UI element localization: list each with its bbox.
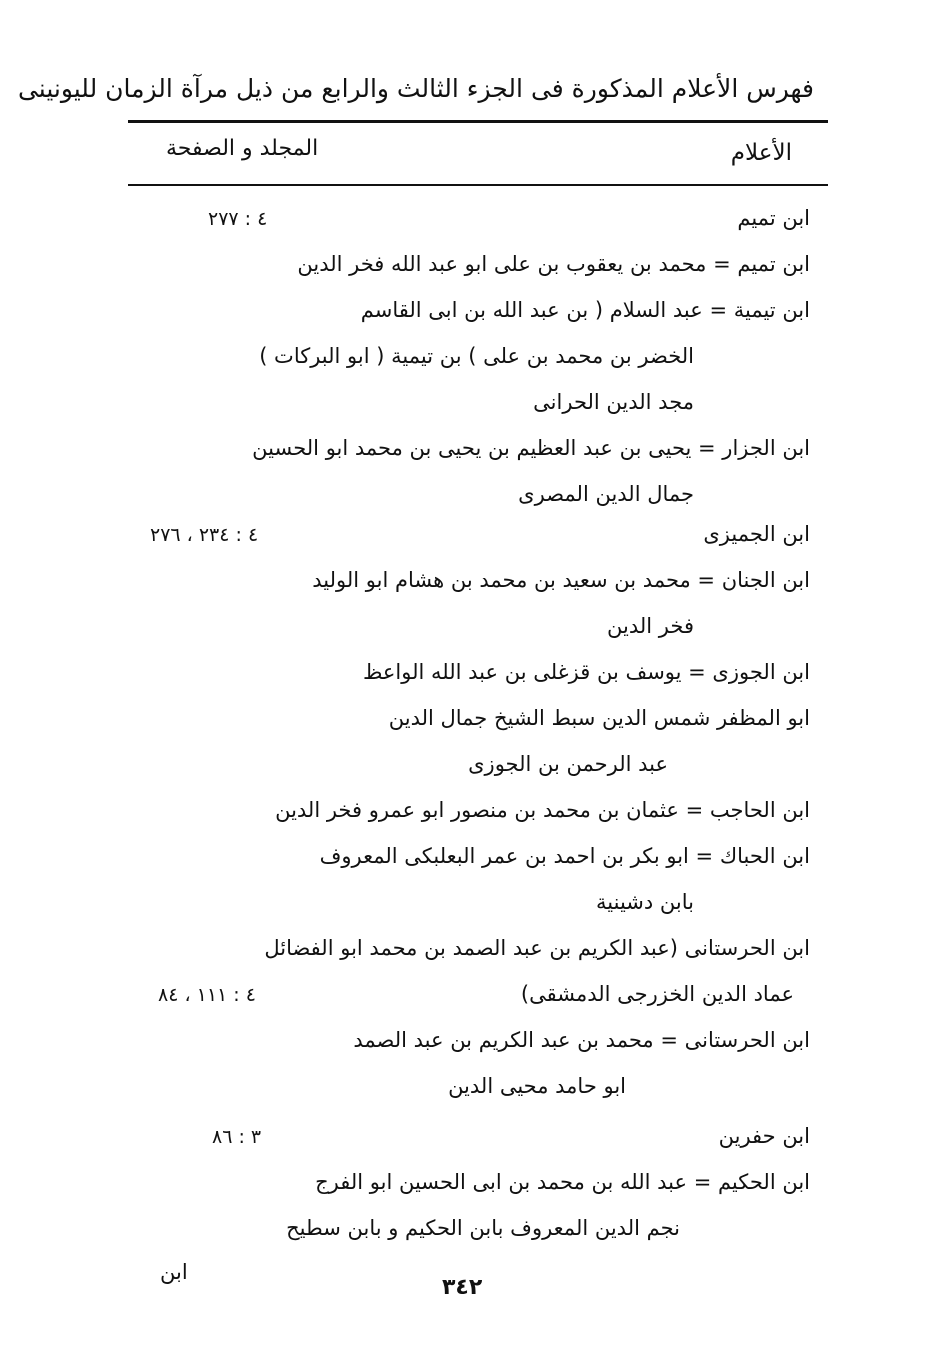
index-entry: ابو المظفر شمس الدين سبط الشيخ جمال الدين: [388, 706, 810, 730]
column-header-names: الأعلام: [730, 140, 792, 166]
column-header-volume-page: المجلد و الصفحة: [166, 136, 319, 161]
page-title: فهرس الأعلام المذكورة فى الجزء الثالث والرابع من ذيل مرآة الزمان لليونينى: [17, 74, 814, 103]
index-entry: جمال الدين المصرى: [518, 482, 694, 506]
index-entry: بابن دشينية: [596, 890, 694, 914]
index-entry: ابن حفرين: [718, 1124, 810, 1148]
index-entry: ابن الحاجب = عثمان بن محمد بن منصور ابو عمرو فخر الدين: [275, 798, 810, 822]
index-entry: ابو حامد محيى الدين: [448, 1074, 626, 1098]
index-entry: فخر الدين: [607, 614, 694, 638]
volume-page-reference: ٤ : ٢٣٤ ، ٢٧٦: [150, 524, 259, 546]
index-entry: ابن الحرستانى (عبد الكريم بن عبد الصمد بن محمد ابو الفضائل: [264, 936, 810, 960]
index-entry: ابن الحكيم = عبد الله بن محمد بن ابى الحسين ابو الفرج: [315, 1170, 810, 1194]
index-entry: ابن الحرستانى = محمد بن عبد الكريم بن عبد الصمد: [353, 1028, 810, 1052]
volume-page-reference: ٣ : ٨٦: [212, 1126, 262, 1148]
catchword: ابن: [160, 1260, 188, 1284]
header-rule: [128, 184, 828, 186]
volume-page-reference: ٤ : ١١١ ، ٨٤: [158, 984, 256, 1006]
index-entry: ابن الجزار = يحيى بن عبد العظيم بن يحيى بن محمد ابو الحسين: [252, 436, 810, 460]
index-entry: مجد الدين الحرانى: [533, 390, 694, 414]
index-entry: عماد الدين الخزرجى الدمشقى): [520, 982, 794, 1006]
index-entry: عبد الرحمن بن الجوزى: [468, 752, 668, 776]
index-entry: ابن تميم: [737, 206, 810, 230]
index-entry: ابن الحباك = ابو بكر بن احمد بن عمر البعلبكى المعروف: [319, 844, 810, 868]
index-entry: ابن تيمية = عبد السلام ( بن عبد الله بن ابى القاسم: [360, 298, 810, 322]
index-entry: الخضر بن محمد بن على ) بن تيمية ( ابو البركات ): [259, 344, 694, 368]
index-entry: ابن الجميزى: [703, 522, 810, 546]
index-entry: ابن الجنان = محمد بن سعيد بن محمد بن هشام ابو الوليد: [312, 568, 810, 592]
index-entry: ابن تميم = محمد بن يعقوب بن على ابو عبد الله فخر الدين: [297, 252, 810, 276]
page-number: ٣٤٢: [442, 1275, 483, 1300]
top-rule: [128, 120, 828, 123]
index-entry: نجم الدين المعروف بابن الحكيم و بابن سطيح: [286, 1216, 680, 1240]
index-entry: ابن الجوزى = يوسف بن قزغلى بن عبد الله الواعظ: [362, 660, 810, 684]
volume-page-reference: ٤ : ٢٧٧: [208, 208, 268, 230]
